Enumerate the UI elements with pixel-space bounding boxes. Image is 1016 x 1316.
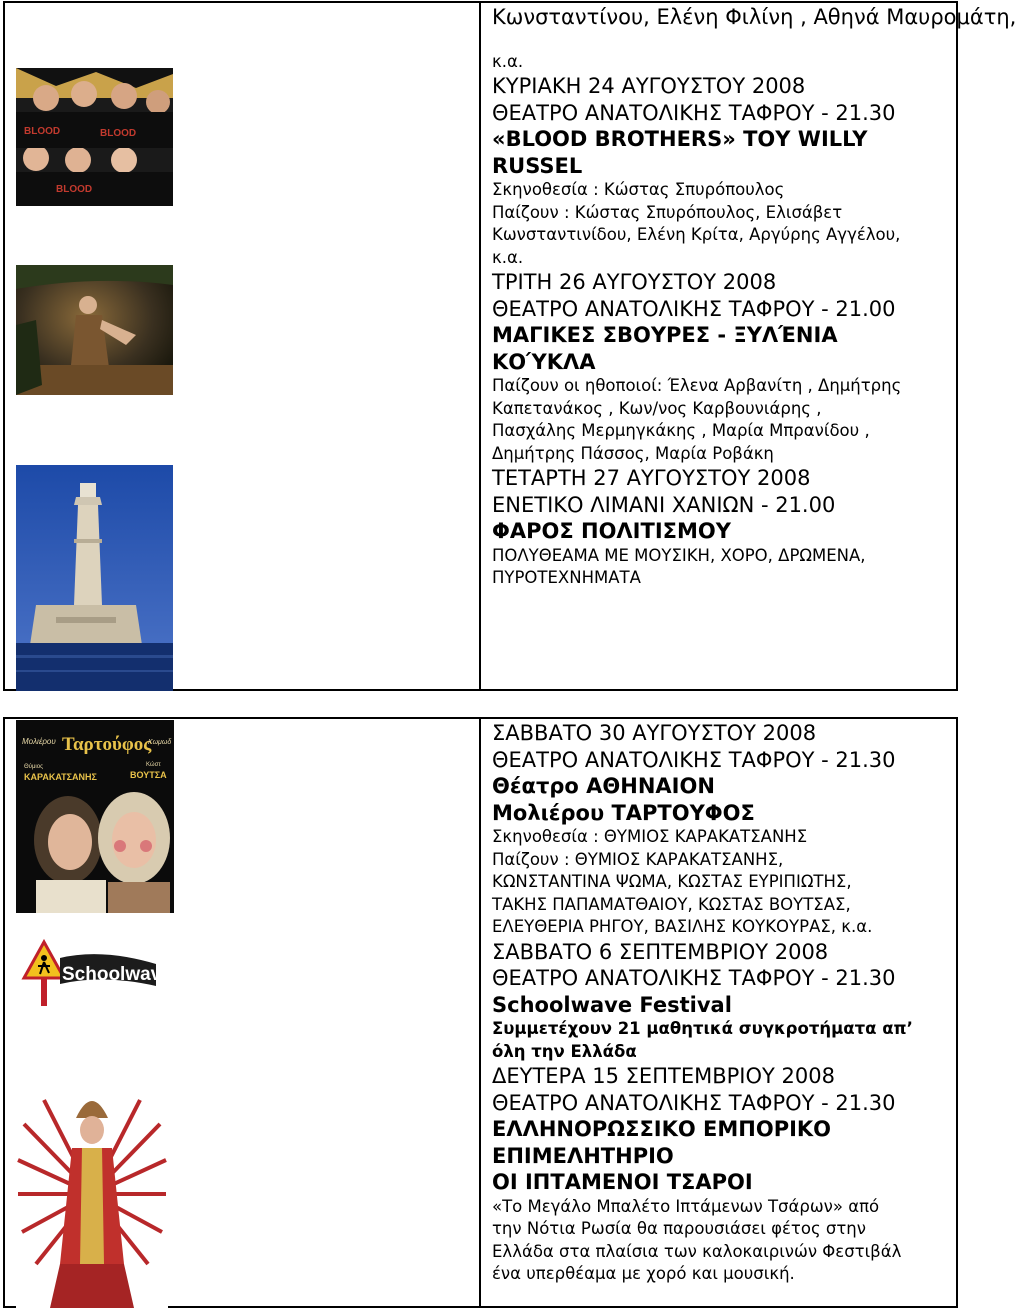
event-1-detail-3: Κωνσταντινίδου, Ελένη Κρίτα, Αργύρης Αγγέλου, (492, 225, 901, 244)
blood-shirt-text-3: BLOOD (56, 184, 93, 195)
tartuffe-poster (16, 720, 174, 913)
event-5-venue: ΘΕΑΤΡΟ ΑΝΑΤΟΛΙΚΗΣ ΤΑΦΡΟΥ - 21.30 (492, 966, 896, 990)
event-2-date: ΤΡΙΤΗ 26 ΑΥΓΟΥΣΤΟΥ 2008 (492, 270, 777, 294)
event-6-title-line-1: ΕΛΛΗΝΟΡΩΣΣΙΚΟ ΕΜΠΟΡΙΚΟ (492, 1117, 832, 1141)
table-1-column-divider (479, 1, 481, 691)
event-4-venue: ΘΕΑΤΡΟ ΑΝΑΤΟΛΙΚΗΣ ΤΑΦΡΟΥ - 21.30 (492, 747, 896, 772)
continued-cast-line-1: Κωνσταντίνου, Ελένη Φιλίνη , Αθηνά Μαυρομάτη, (492, 5, 1016, 29)
event-1-detail-2: Παίζουν : Κώστας Σπυρόπουλος, Ελισάβετ (492, 202, 843, 222)
event-4-title-line-1: Θέατρο ΑΘΗΝΑΙΟΝ (492, 774, 715, 798)
event-4-detail-5: ΕΛΕΥΘΕΡΙΑ ΡΗΓΟΥ, ΒΑΣΙΛΗΣ ΚΟΥΚΟΥΡΑΣ, κ.α. (492, 917, 873, 936)
magic-tops-photo (16, 265, 173, 395)
event-3-title: ΦΑΡΟΣ ΠΟΛΙΤΙΣΜΟΥ (492, 519, 731, 543)
event-2-detail-3: Πασχάλης Μερμηγκάκης , Μαρία Μπρανίδου , (492, 421, 870, 440)
event-5-detail-1: Συμμετέχουν 21 μαθητικά συγκροτήματα απ’ (492, 1019, 913, 1038)
tartuffe-actor-2-first: Κώστ (146, 762, 161, 768)
event-5-date: ΣΑΒΒΑΤΟ 6 ΣΕΠΤΕΜΒΡΙΟΥ 2008 (492, 939, 829, 964)
event-6-date: ΔΕΥΤΕΡΑ 15 ΣΕΠΤΕΜΒΡΙΟΥ 2008 (492, 1064, 835, 1088)
event-1-title-line-2: RUSSEL (492, 153, 583, 178)
event-1-title-line-1: «BLOOD BROTHERS» ΤΟΥ WILLY (492, 127, 868, 151)
event-1-detail-4: κ.α. (492, 247, 524, 267)
blood-brothers-photo (16, 68, 173, 206)
table-2-column-divider (479, 717, 481, 1308)
table-2-text-column (492, 720, 956, 1286)
event-6-detail-4: ένα υπερθέαμα με χορό και μουσική. (492, 1264, 795, 1283)
event-2-title-line-2: ΚΟΎΚΛΑ (492, 349, 596, 374)
event-6-detail-1: «Το Μεγάλο Μπαλέτο Ιπτάμενων Τσάρων» από (492, 1196, 880, 1216)
event-4-title-line-2: Μολιέρου ΤΑΡΤΟΥΦΟΣ (492, 800, 755, 825)
blood-shirt-text-2: BLOOD (100, 128, 137, 139)
tartuffe-genre: Κωμωδ (148, 739, 172, 746)
event-6-detail-2: την Νότια Ρωσία θα παρουσιάσει φέτος στην (492, 1219, 866, 1238)
schoolwave-logo (22, 938, 172, 1008)
event-6-detail-3: Ελλάδα στα πλαίσια των καλοκαιρινών Φεστιβάλ (492, 1241, 902, 1261)
event-4-date: ΣΑΒΒΑΤΟ 30 ΑΥΓΟΥΣΤΟΥ 2008 (492, 721, 817, 745)
event-4-detail-3: ΚΩΝΣΤΑΝΤΙΝΑ ΨΩΜΑ, ΚΩΣΤΑΣ ΕΥΡΙΠΙΩΤΗΣ, (492, 872, 852, 891)
flying-tsars-photo (16, 1064, 168, 1308)
schoolwave-logo-text: Schoolwave (62, 964, 172, 985)
event-6-title-line-3: ΟΙ ΙΠΤΑΜΕΝΟΙ ΤΣΑΡΟΙ (492, 1170, 753, 1194)
event-3-detail-2: ΠΥΡΟΤΕΧΝΗΜΑΤΑ (492, 568, 641, 587)
event-5-title: Schoolwave Festival (492, 992, 732, 1017)
event-4-detail-4: ΤΑΚΗΣ ΠΑΠΑΜΑΤΘΑΙΟΥ, ΚΩΣΤΑΣ ΒΟΥΤΣΑΣ, (492, 894, 851, 914)
tartuffe-actor-1-last: ΚΑΡΑΚΑΤΣΑΝΗΣ (24, 772, 97, 782)
tartuffe-author: Μολιέρου (22, 737, 56, 746)
continued-cast-line-2: κ.α. (492, 51, 524, 71)
tartuffe-title: Ταρτούφος (62, 734, 152, 755)
event-1-date: ΚΥΡΙΑΚΗ 24 ΑΥΓΟΥΣΤΟΥ 2008 (492, 74, 806, 98)
blood-shirt-text-1: BLOOD (24, 126, 61, 137)
event-3-venue: ΕΝΕΤΙΚΟ ΛΙΜΑΝΙ ΧΑΝΙΩΝ - 21.00 (492, 492, 836, 517)
event-3-date: ΤΕΤΑΡΤΗ 27 ΑΥΓΟΥΣΤΟΥ 2008 (492, 466, 811, 490)
table-1-text-column (492, 4, 1016, 590)
event-6-venue: ΘΕΑΤΡΟ ΑΝΑΤΟΛΙΚΗΣ ΤΑΦΡΟΥ - 21.30 (492, 1090, 896, 1115)
lighthouse-photo (16, 465, 173, 691)
event-2-detail-1: Παίζουν οι ηθοποιοί: Έλενα Αρβανίτη , Δημήτρης (492, 376, 902, 395)
event-1-venue: ΘΕΑΤΡΟ ΑΝΑΤΟΛΙΚΗΣ ΤΑΦΡΟΥ - 21.30 (492, 100, 896, 125)
event-1-detail-1: Σκηνοθεσία : Κώστας Σπυρόπουλος (492, 180, 785, 199)
event-3-detail-1: ΠΟΛΥΘΕΑΜΑ ΜΕ ΜΟΥΣΙΚΗ, ΧΟΡΟ, ΔΡΩΜΕΝΑ, (492, 545, 866, 565)
event-2-detail-2: Καπετανάκος , Κων/νος Καρβουνιάρης , (492, 398, 822, 418)
event-4-detail-2: Παίζουν : ΘΥΜΙΟΣ ΚΑΡΑΚΑΤΣΑΝΗΣ, (492, 849, 784, 869)
event-2-title-line-1: ΜΑΓΙΚΕΣ ΣΒΟΥΡΕΣ - ΞΥΛΈΝΙΑ (492, 323, 838, 347)
tartuffe-actor-1-first: Θύμιος (24, 764, 43, 770)
event-5-detail-2: όλη την Ελλάδα (492, 1041, 637, 1061)
event-6-title-line-2: ΕΠΙΜΕΛΗΤΗΡΙΟ (492, 1143, 674, 1168)
tartuffe-actor-2-last: ΒΟΥΤΣΑ (130, 770, 167, 780)
event-2-detail-4: Δημήτρης Πάσσος, Μαρία Ροβάκη (492, 443, 774, 463)
event-4-detail-1: Σκηνοθεσία : ΘΥΜΙΟΣ ΚΑΡΑΚΑΤΣΑΝΗΣ (492, 827, 808, 846)
event-2-venue: ΘΕΑΤΡΟ ΑΝΑΤΟΛΙΚΗΣ ΤΑΦΡΟΥ - 21.00 (492, 296, 896, 321)
